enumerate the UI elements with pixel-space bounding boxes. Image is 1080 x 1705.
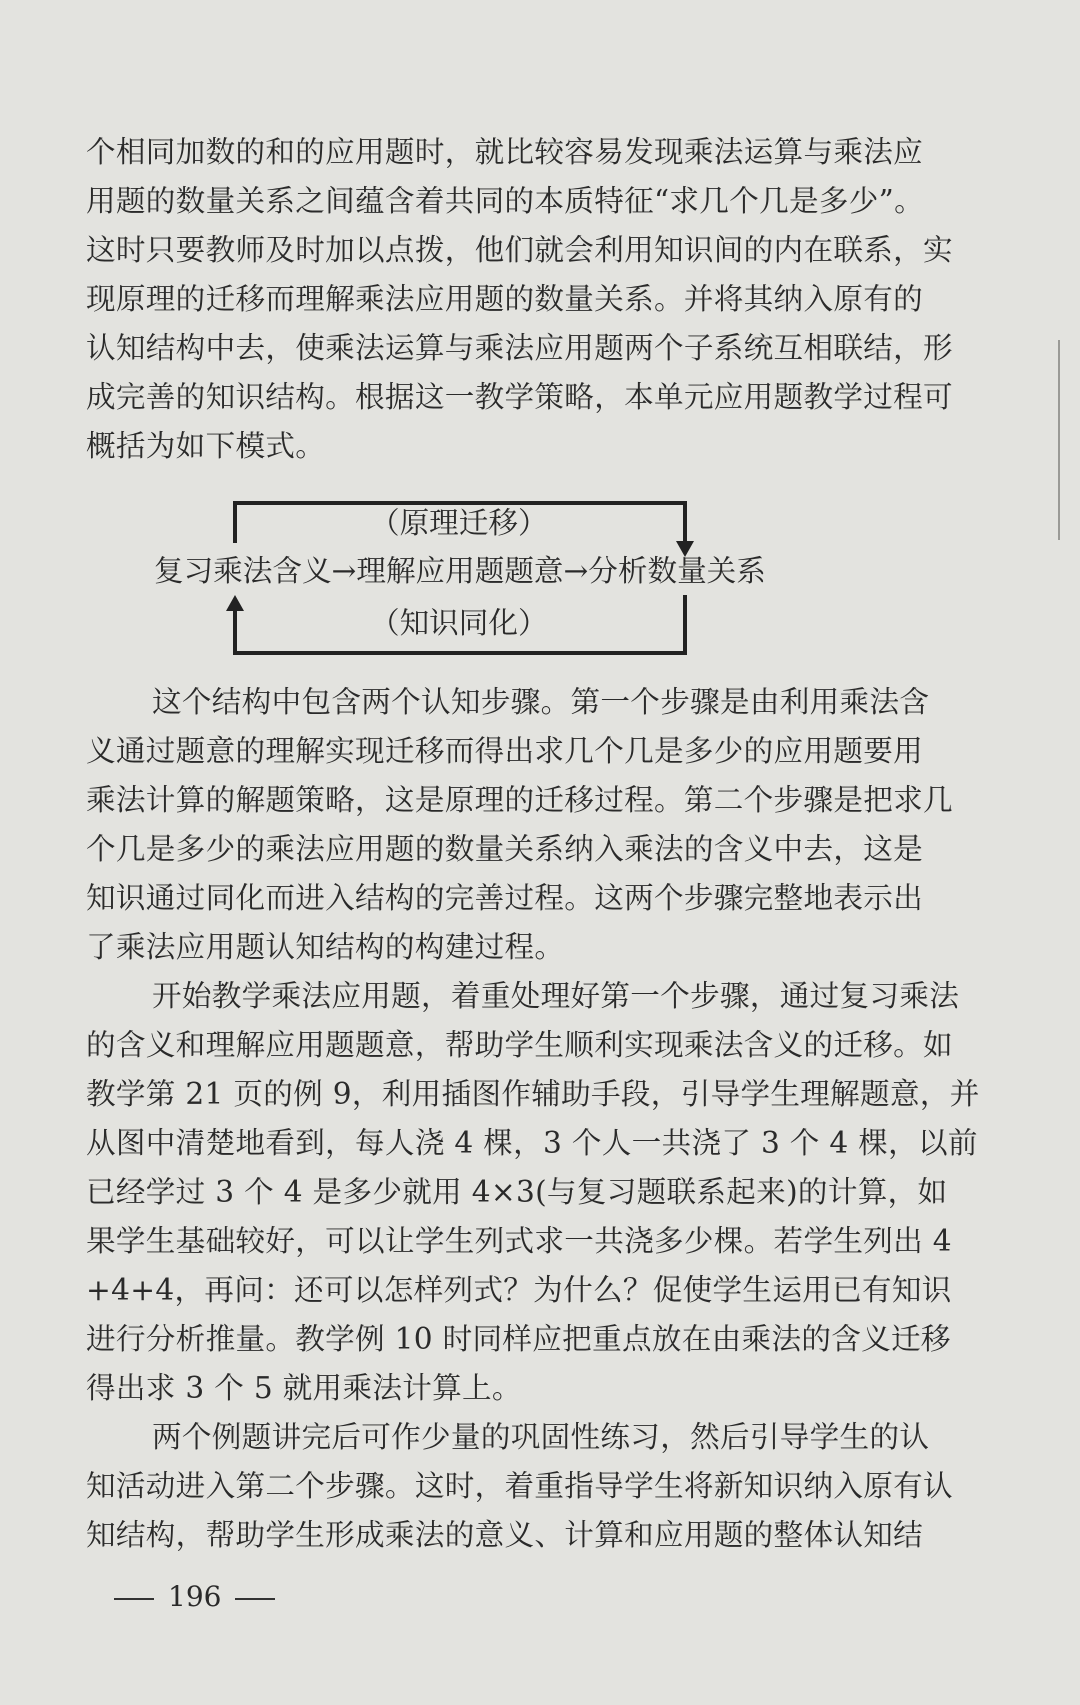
text-line: 这个结构中包含两个认知步骤。第一个步骤是由利用乘法含	[152, 685, 930, 719]
text-line: 个几是多少的乘法应用题的数量关系纳入乘法的含义中去，这是	[86, 832, 924, 866]
page-number-dash-left	[114, 1598, 154, 1600]
text-line: 知活动进入第二个步骤。这时，着重指导学生将新知识纳入原有认	[86, 1469, 953, 1503]
process-flow-label: 复习乘法含义→理解应用题题意→分析数量关系	[154, 554, 766, 588]
text-line: 教学第 21 页的例 9，利用插图作辅助手段，引导学生理解题意，并	[86, 1077, 980, 1111]
text-line: +4+4，再问：还可以怎样列式？为什么？促使学生运用已有知识	[86, 1273, 952, 1307]
body-paragraphs	[86, 678, 1006, 1560]
text-line: 用题的数量关系之间蕴含着共同的本质特征“求几个几是多少”。	[86, 184, 924, 218]
page-edge-mark	[1058, 340, 1064, 540]
text-line: 的含义和理解应用题题意，帮助学生顺利实现乘法含义的迁移。如	[86, 1028, 953, 1062]
page-number-dash-right	[235, 1598, 275, 1600]
text-line: 知识通过同化而进入结构的完善过程。这两个步骤完整地表示出	[86, 881, 924, 915]
text-line: 这时只要教师及时加以点拨，他们就会利用知识间的内在联系，实	[86, 233, 953, 267]
text-line: 认知结构中去，使乘法运算与乘法应用题两个子系统互相联结，形	[86, 331, 953, 365]
text-line: 知结构，帮助学生形成乘法的意义、计算和应用题的整体认知结	[86, 1518, 924, 1552]
text-line: 得出求 3 个 5 就用乘法计算上。	[86, 1371, 522, 1405]
knowledge-assimilation-label: （知识同化）	[370, 606, 548, 640]
text-line: 成完善的知识结构。根据这一教学策略，本单元应用题教学过程可	[86, 380, 953, 414]
text-line: 从图中清楚地看到，每人浇 4 棵，3 个人一共浇了 3 个 4 棵，以前	[86, 1126, 978, 1160]
text-line: 乘法计算的解题策略，这是原理的迁移过程。第二个步骤是把求几	[86, 783, 953, 817]
text-line: 进行分析推量。教学例 10 时同样应把重点放在由乘法的含义迁移	[86, 1322, 951, 1356]
page-number	[100, 1577, 289, 1617]
teaching-model-diagram	[150, 495, 870, 665]
text-line: 概括为如下模式。	[86, 429, 326, 463]
text-line: 了乘法应用题认知结构的构建过程。	[86, 930, 565, 964]
text-line: 开始教学乘法应用题，着重处理好第一个步骤，通过复习乘法	[152, 979, 960, 1013]
text-line: 已经学过 3 个 4 是多少就用 4×3(与复习题联系起来)的计算，如	[86, 1175, 948, 1209]
page-number-value: 196	[168, 1580, 222, 1613]
text-line: 个相同加数的和的应用题时，就比较容易发现乘法运算与乘法应	[86, 135, 924, 169]
text-line: 两个例题讲完后可作少量的巩固性练习，然后引导学生的认	[152, 1420, 930, 1454]
principle-transfer-label: （原理迁移）	[370, 506, 548, 540]
text-line: 现原理的迁移而理解乘法应用题的数量关系。并将其纳入原有的	[86, 282, 924, 316]
text-line: 果学生基础较好，可以让学生列式求一共浇多少棵。若学生列出 4	[86, 1224, 952, 1258]
text-line: 义通过题意的理解实现迁移而得出求几个几是多少的应用题要用	[86, 734, 924, 768]
paragraph-continued	[86, 128, 1006, 471]
